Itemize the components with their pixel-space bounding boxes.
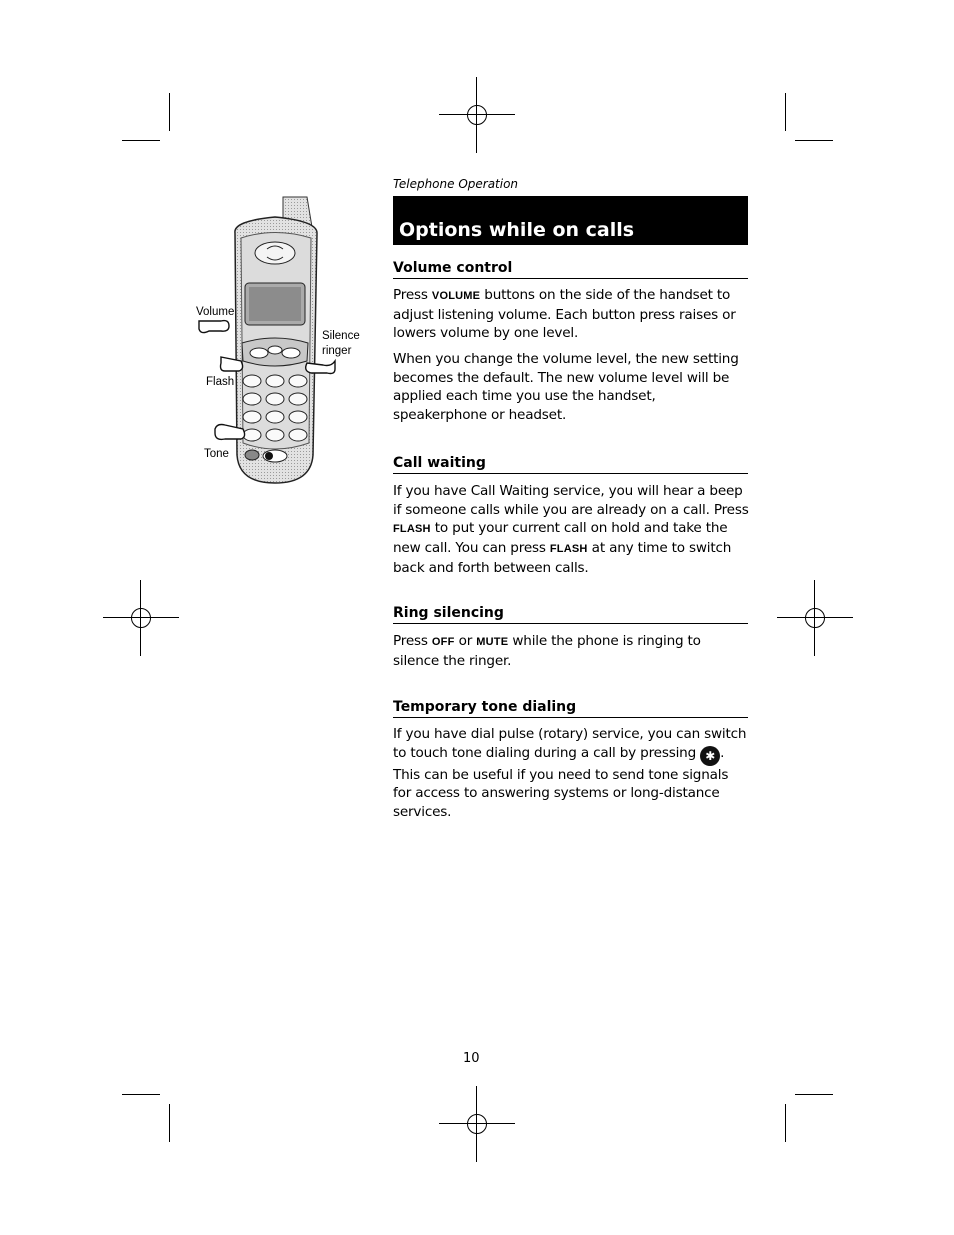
star-key-icon: ✱ — [700, 746, 720, 766]
page-title: Options while on calls — [399, 219, 635, 241]
earpiece — [255, 242, 295, 264]
paragraph-volume-1: Press VOLUME buttons on the side of the handset to adjust listening volume. Each button press raises or lowers volume by one level. — [393, 287, 736, 342]
title-bar — [393, 196, 748, 245]
crop-mark — [122, 140, 160, 141]
label-tone: Tone — [204, 448, 229, 460]
registration-mark — [439, 1086, 515, 1162]
paragraph-volume-2: When you change the volume level, the new setting becomes the default. The new volume level will be applied each time you use the handset, speakerphone or headset. — [393, 351, 739, 424]
crop-mark — [795, 140, 833, 141]
heading-volume-control: Volume control — [393, 260, 748, 279]
key-volume: VOLUME — [431, 290, 481, 302]
section-label: Telephone Operation — [393, 177, 519, 191]
registration-mark — [777, 580, 853, 656]
label-silence-ringer: Silence ringer — [322, 330, 360, 357]
crop-mark — [169, 1104, 170, 1142]
paragraph-tone-dialing: If you have dial pulse (rotary) service, you can switch to touch tone dialing during a call by pressing ✱ . This can be useful if you need to send tone signals for access to answering systems or long-distance services. — [393, 726, 747, 821]
crop-mark — [785, 93, 786, 131]
paragraph-ring-silencing: Press OFF or MUTE while the phone is ringing to silence the ringer. — [393, 633, 701, 669]
paragraph-call-waiting: If you have Call Waiting service, you will hear a beep if someone calls while you are already on a call. Press FLASH to put your current call on hold and take the new call. You can press FLASH at any time to switch back and forth between calls. — [393, 483, 749, 576]
page-number: 10 — [463, 1051, 480, 1066]
key-mute: MUTE — [476, 636, 509, 648]
heading-ring-silencing: Ring silencing — [393, 605, 748, 624]
crop-mark — [785, 1104, 786, 1142]
label-volume: Volume — [196, 306, 235, 318]
crop-mark — [795, 1094, 833, 1095]
crop-mark — [122, 1094, 160, 1095]
label-flash: Flash — [206, 376, 235, 388]
registration-mark — [439, 77, 515, 153]
heading-call-waiting: Call waiting — [393, 455, 748, 474]
crop-mark — [169, 93, 170, 131]
key-flash: FLASH — [549, 543, 588, 556]
heading-tone-dialing: Temporary tone dialing — [393, 699, 748, 718]
registration-mark — [103, 580, 179, 656]
key-off: OFF — [431, 636, 455, 648]
key-flash: FLASH — [393, 523, 431, 536]
